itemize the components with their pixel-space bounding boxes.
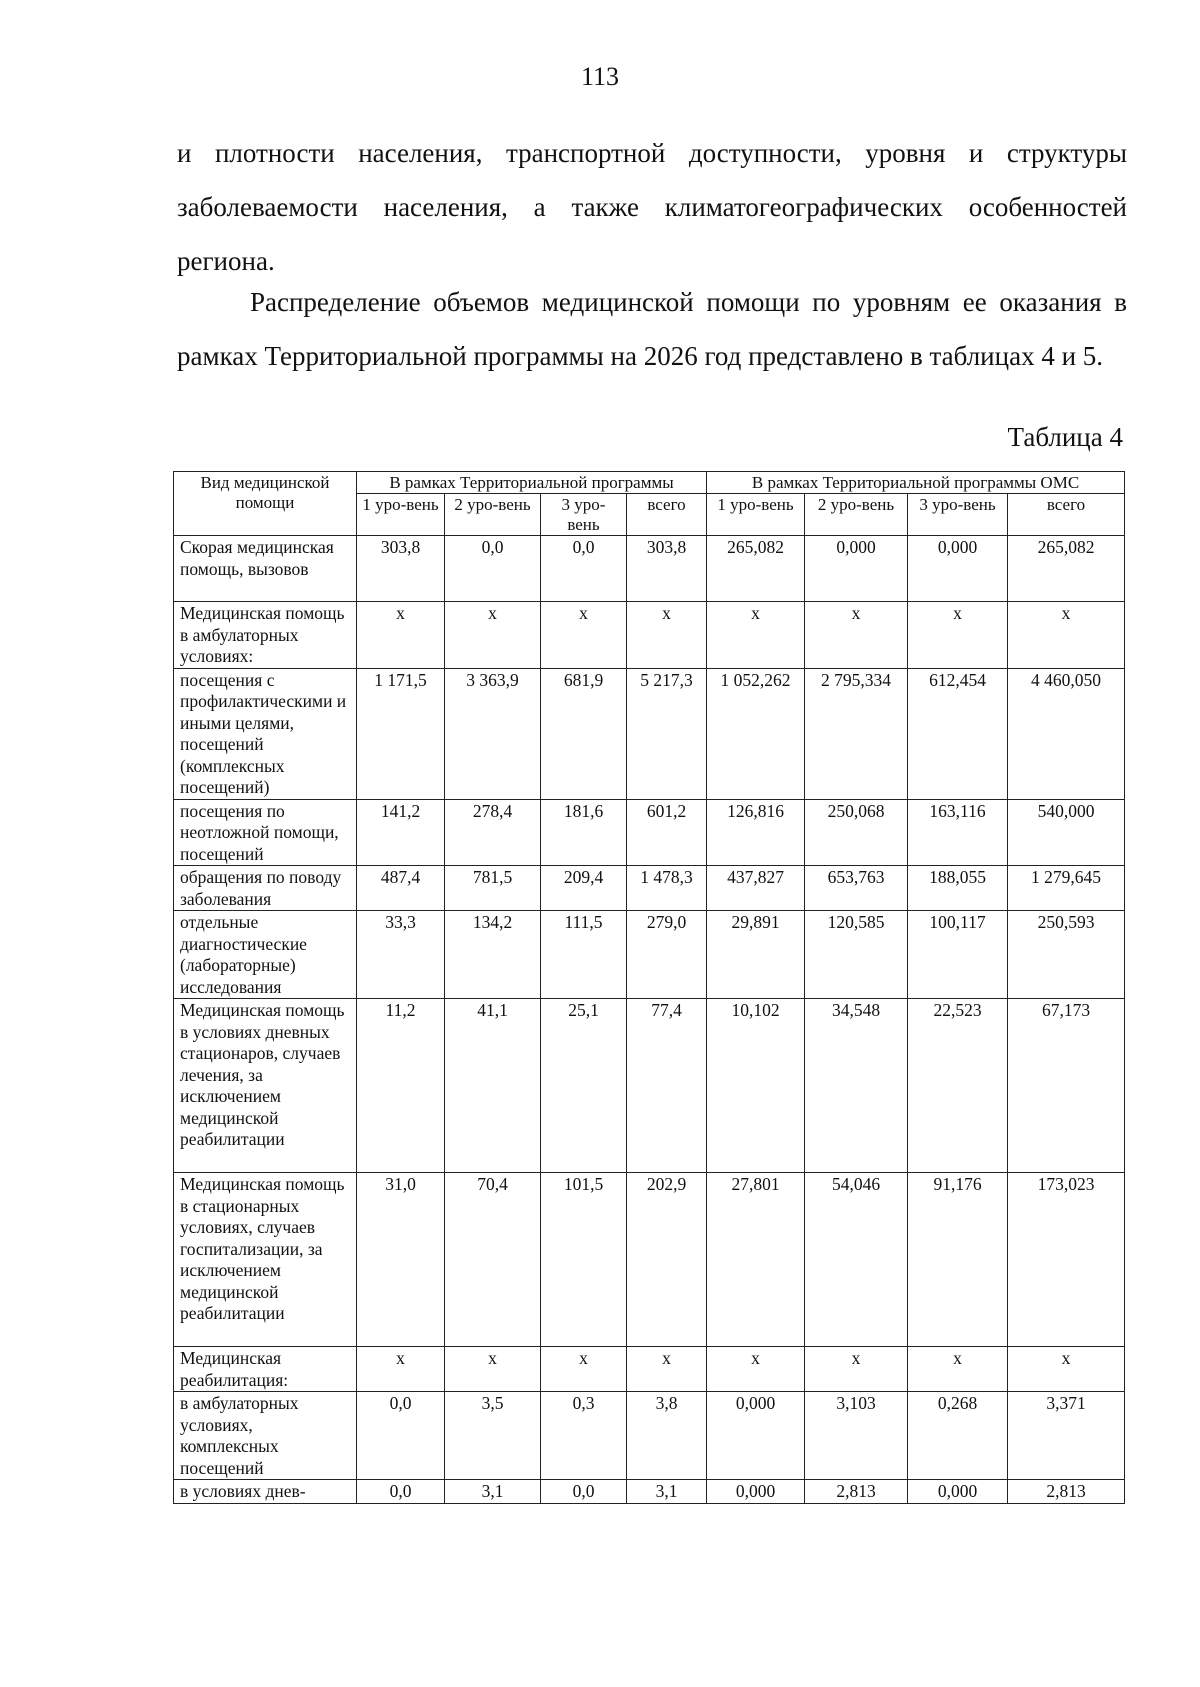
cell-value: 279,0 xyxy=(627,911,707,999)
cell-value: 265,082 xyxy=(707,536,805,602)
header-group-oms: В рамках Территориальной программы ОМС xyxy=(707,472,1125,494)
cell-value: х xyxy=(357,602,445,669)
paragraph-1: и плотности населения, транспортной доступности, уровня и структуры заболеваемости населения, а также климатогеографических особенностей региона. xyxy=(177,138,1127,276)
cell-value: 0,3 xyxy=(541,1392,627,1480)
table-header-row-1 xyxy=(174,472,1125,494)
cell-value: 2,813 xyxy=(805,1480,908,1504)
cell-value: 91,176 xyxy=(908,1173,1008,1347)
table-row xyxy=(174,602,1125,669)
cell-value: 0,0 xyxy=(541,1480,627,1504)
cell-value: 27,801 xyxy=(707,1173,805,1347)
header-level: 1 уро-вень xyxy=(357,494,445,536)
table-row xyxy=(174,1392,1125,1480)
cell-value: 0,000 xyxy=(908,1480,1008,1504)
cell-value: х xyxy=(357,1347,445,1392)
cell-value: 70,4 xyxy=(445,1173,541,1347)
table-row xyxy=(174,911,1125,999)
cell-value: 3,103 xyxy=(805,1392,908,1480)
header-group-territorial: В рамках Территориальной программы xyxy=(357,472,707,494)
cell-value: 0,0 xyxy=(541,536,627,602)
table-caption: Таблица 4 xyxy=(1007,422,1123,452)
row-label: обращения по поводу заболевания xyxy=(174,866,357,911)
cell-value: 303,8 xyxy=(357,536,445,602)
cell-value: 173,023 xyxy=(1008,1173,1125,1347)
cell-value: 0,0 xyxy=(445,536,541,602)
cell-value: 0,268 xyxy=(908,1392,1008,1480)
cell-value: 33,3 xyxy=(357,911,445,999)
cell-value: 2,813 xyxy=(1008,1480,1125,1504)
cell-value: 1 279,645 xyxy=(1008,866,1125,911)
cell-value: 3,1 xyxy=(627,1480,707,1504)
header-level: 3 уро-вень xyxy=(541,494,627,536)
cell-value: 202,9 xyxy=(627,1173,707,1347)
row-label: Медицинская помощь в условиях дневных стационаров, случаев лечения, за исключением медицинской реабилитации xyxy=(174,999,357,1173)
cell-value: 3,5 xyxy=(445,1392,541,1480)
table-row xyxy=(174,866,1125,911)
header-total: всего xyxy=(627,494,707,536)
cell-value: 54,046 xyxy=(805,1173,908,1347)
cell-value: 111,5 xyxy=(541,911,627,999)
cell-value: 11,2 xyxy=(357,999,445,1173)
volume-distribution-table xyxy=(173,471,1125,1504)
cell-value: 25,1 xyxy=(541,999,627,1173)
cell-value: х xyxy=(707,602,805,669)
table-row xyxy=(174,999,1125,1173)
cell-value: х xyxy=(805,602,908,669)
cell-value: 1 052,262 xyxy=(707,668,805,799)
cell-value: 3 363,9 xyxy=(445,668,541,799)
row-label: в условиях днев- xyxy=(174,1480,357,1504)
cell-value: х xyxy=(541,602,627,669)
cell-value: х xyxy=(1008,602,1125,669)
row-label: Медицинская реабилитация: xyxy=(174,1347,357,1392)
cell-value: 188,055 xyxy=(908,866,1008,911)
cell-value: 101,5 xyxy=(541,1173,627,1347)
row-label: Медицинская помощь в стационарных условиях, случаев госпитализации, за исключением медицинской реабилитации xyxy=(174,1173,357,1347)
page-number: 113 xyxy=(580,62,620,91)
cell-value: 601,2 xyxy=(627,799,707,866)
cell-value: 0,000 xyxy=(908,536,1008,602)
row-label: посещения с профилактическими и иными целями, посещений (комплексных посещений) xyxy=(174,668,357,799)
cell-value: 120,585 xyxy=(805,911,908,999)
cell-value: 0,0 xyxy=(357,1480,445,1504)
table-row xyxy=(174,1173,1125,1347)
cell-value: х xyxy=(445,602,541,669)
cell-value: х xyxy=(445,1347,541,1392)
cell-value: 100,117 xyxy=(908,911,1008,999)
header-level: 2 уро-вень xyxy=(445,494,541,536)
row-label: в амбулаторных условиях, комплексных посещений xyxy=(174,1392,357,1480)
cell-value: 5 217,3 xyxy=(627,668,707,799)
cell-value: х xyxy=(805,1347,908,1392)
cell-value: 612,454 xyxy=(908,668,1008,799)
cell-value: 0,000 xyxy=(707,1480,805,1504)
cell-value: 303,8 xyxy=(627,536,707,602)
cell-value: 653,763 xyxy=(805,866,908,911)
cell-value: 1 171,5 xyxy=(357,668,445,799)
cell-value: 141,2 xyxy=(357,799,445,866)
cell-value: 250,593 xyxy=(1008,911,1125,999)
table-row xyxy=(174,1480,1125,1504)
cell-value: 163,116 xyxy=(908,799,1008,866)
row-label: посещения по неотложной помощи, посещений xyxy=(174,799,357,866)
cell-value: х xyxy=(1008,1347,1125,1392)
cell-value: 31,0 xyxy=(357,1173,445,1347)
cell-value: х xyxy=(908,602,1008,669)
cell-value: 0,000 xyxy=(707,1392,805,1480)
cell-value: 4 460,050 xyxy=(1008,668,1125,799)
cell-value: х xyxy=(627,1347,707,1392)
cell-value: 209,4 xyxy=(541,866,627,911)
row-label: отдельные диагностические (лабораторные) исследования xyxy=(174,911,357,999)
cell-value: 681,9 xyxy=(541,668,627,799)
cell-value: 22,523 xyxy=(908,999,1008,1173)
cell-value: 34,548 xyxy=(805,999,908,1173)
cell-value: 3,371 xyxy=(1008,1392,1125,1480)
header-level: 1 уро-вень xyxy=(707,494,805,536)
cell-value: 487,4 xyxy=(357,866,445,911)
cell-value: 41,1 xyxy=(445,999,541,1173)
table-row xyxy=(174,536,1125,602)
header-level: 3 уро-вень xyxy=(908,494,1008,536)
cell-value: 67,173 xyxy=(1008,999,1125,1173)
cell-value: 781,5 xyxy=(445,866,541,911)
cell-value: 77,4 xyxy=(627,999,707,1173)
cell-value: 278,4 xyxy=(445,799,541,866)
cell-value: х xyxy=(541,1347,627,1392)
cell-value: 265,082 xyxy=(1008,536,1125,602)
cell-value: 250,068 xyxy=(805,799,908,866)
cell-value: 0,000 xyxy=(805,536,908,602)
cell-value: 437,827 xyxy=(707,866,805,911)
cell-value: 1 478,3 xyxy=(627,866,707,911)
table-row xyxy=(174,1347,1125,1392)
cell-value: 2 795,334 xyxy=(805,668,908,799)
cell-value: 10,102 xyxy=(707,999,805,1173)
cell-value: х xyxy=(707,1347,805,1392)
cell-value: 134,2 xyxy=(445,911,541,999)
cell-value: 3,1 xyxy=(445,1480,541,1504)
header-type: Вид медицинской помощи xyxy=(174,472,357,536)
cell-value: 126,816 xyxy=(707,799,805,866)
row-label: Медицинская помощь в амбулаторных условиях: xyxy=(174,602,357,669)
table-row xyxy=(174,668,1125,799)
row-label: Скорая медицинская помощь, вызовов xyxy=(174,536,357,602)
cell-value: 29,891 xyxy=(707,911,805,999)
cell-value: х xyxy=(627,602,707,669)
cell-value: 3,8 xyxy=(627,1392,707,1480)
header-total: всего xyxy=(1008,494,1125,536)
header-level: 2 уро-вень xyxy=(805,494,908,536)
table-row xyxy=(174,799,1125,866)
paragraph-2: Распределение объемов медицинской помощи по уровням ее оказания в рамках Территориальной программы на 2026 год представлено в таблицах 4 и 5. xyxy=(177,287,1127,371)
cell-value: 181,6 xyxy=(541,799,627,866)
cell-value: 0,0 xyxy=(357,1392,445,1480)
cell-value: 540,000 xyxy=(1008,799,1125,866)
cell-value: х xyxy=(908,1347,1008,1392)
